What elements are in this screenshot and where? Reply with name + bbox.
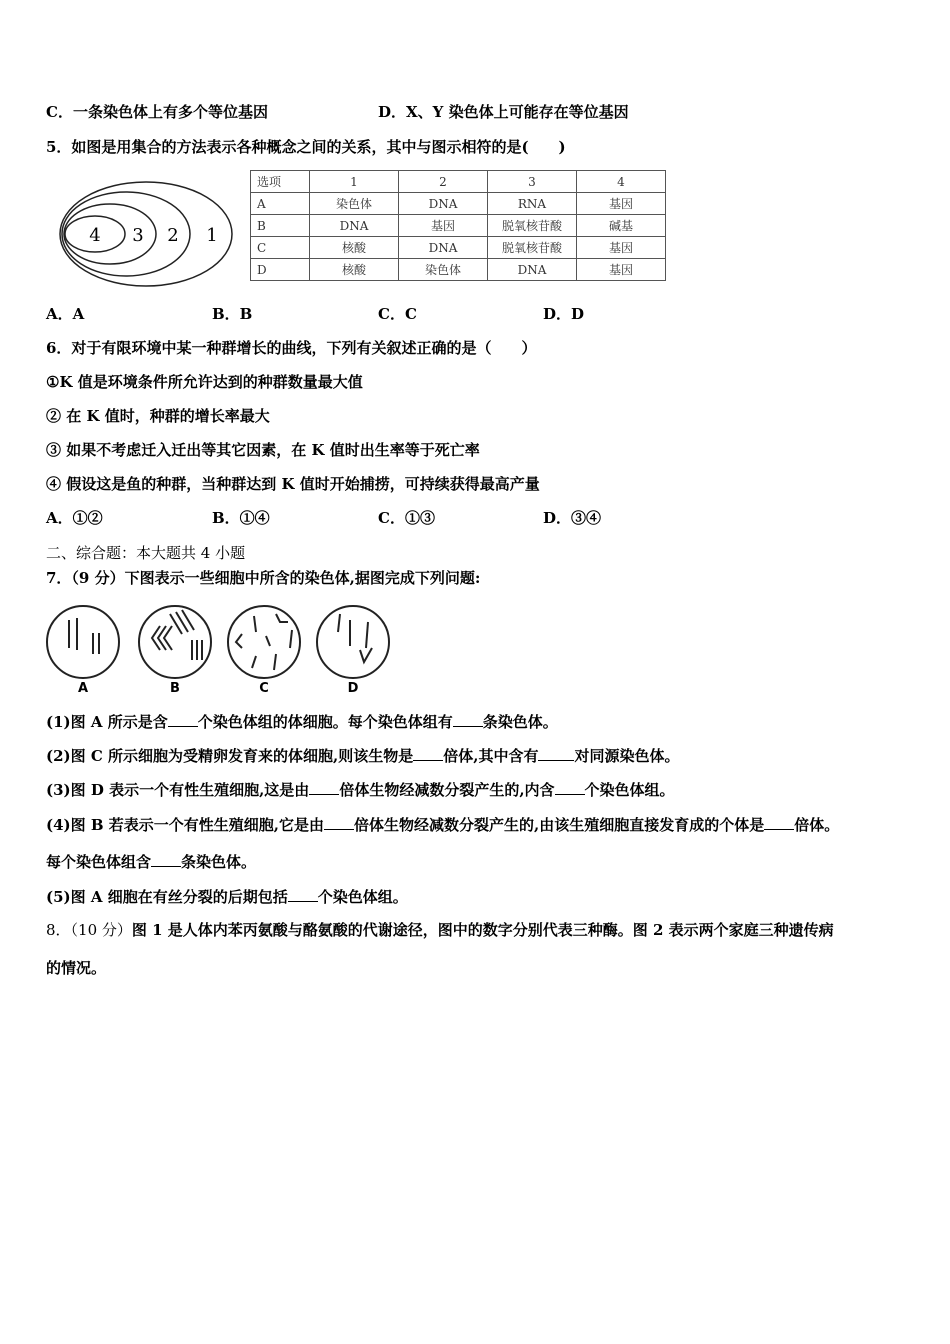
table-cell: D [251,259,310,281]
section-heading: 二、综合题：本大题共 4 小题 [46,544,246,562]
text-segment: (4)图 B 若表示一个有性生殖细胞,它是由 [46,816,324,834]
table-cell: 核酸 [310,237,399,259]
answer-blank[interactable] [309,779,339,795]
text-segment: 个染色体组的体细胞。每个染色体组有 [197,713,453,731]
table-cell: 选项 [251,171,310,193]
q7-part-4-cont [46,851,256,872]
answer-blank[interactable] [453,711,483,727]
venn-label-2: 2 [167,225,179,246]
table-cell: DNA [310,215,399,237]
q6-statement-1: ①K 值是环境条件所允许达到的种群数量最大值 [46,373,363,391]
table-cell: 脱氧核苷酸 [488,215,577,237]
table-row [251,193,666,215]
table-cell: 核酸 [310,259,399,281]
cell-label-c: C [259,681,269,696]
q6-option-d: D．③④ [543,509,602,527]
table-cell: 4 [577,171,666,193]
q8-stem-line-2: 的情况。 [46,959,107,977]
table-cell: A [251,193,310,215]
venn-label-3: 3 [132,225,144,246]
q7-part-3 [46,779,675,800]
answer-blank[interactable] [555,779,585,795]
table-cell: 基因 [577,259,666,281]
table-cell: 碱基 [577,215,666,237]
table-cell: 基因 [577,193,666,215]
text-segment: 倍体生物经减数分裂产生的,由该生殖细胞直接发育成的个体是 [353,816,765,834]
q7-cells-figure [42,600,402,696]
q6-statement-2: ② 在 K 值时，种群的增长率最大 [46,407,270,425]
cell-c [228,606,300,678]
q7-part-1 [46,711,558,732]
cell-label-d: D [347,681,359,696]
q5-stem: 5．如图是用集合的方法表示各种概念之间的关系，其中与图示相符的是( ) [46,138,566,156]
text-segment: 8．（10 分） [46,921,132,939]
answer-blank[interactable] [168,711,198,727]
text-segment: 个染色体组。 [584,781,675,799]
cell-label-b: B [170,681,180,696]
table-cell: 染色体 [310,193,399,215]
cell-d [317,606,389,678]
table-cell: DNA [399,193,488,215]
table-row [251,259,666,281]
table-cell: 3 [488,171,577,193]
q7-part-2 [46,745,680,766]
table-cell: DNA [399,237,488,259]
table-cell: 基因 [577,237,666,259]
text-segment: (1)图 A 所示是含 [46,713,168,731]
cell-a [47,606,119,678]
answer-blank[interactable] [538,745,574,761]
q6-stem: 6．对于有限环境中某一种群增长的曲线，下列有关叙述正确的是（ ） [46,339,537,357]
q5-option-a: A．A [46,305,85,323]
table-cell: DNA [488,259,577,281]
table-cell: RNA [488,193,577,215]
text-segment: 对同源染色体。 [574,747,680,765]
q6-option-b: B．①④ [212,509,270,527]
table-cell: 染色体 [399,259,488,281]
table-header-row [251,171,666,193]
text-segment: (3)图 D 表示一个有性生殖细胞,这是由 [46,781,310,799]
q4-option-d: D．X、Y 染色体上可能存在等位基因 [378,103,629,121]
q7-part-4 [46,814,839,835]
table-cell: 2 [399,171,488,193]
text-segment: 倍体。 [794,816,840,834]
text-segment: 条染色体。 [181,853,257,871]
table-cell: 1 [310,171,399,193]
table-cell: C [251,237,310,259]
answer-blank[interactable] [288,886,318,902]
q4-option-c: C．一条染色体上有多个等位基因 [46,103,268,121]
q6-statement-4: ④ 假设这是鱼的种群，当种群达到 K 值时开始捕捞，可持续获得最高产量 [46,475,540,493]
q8-stem-line-1 [46,920,834,940]
answer-blank[interactable] [764,814,794,830]
text-segment: 倍体,其中含有 [443,747,539,765]
text-segment: 每个染色体组含 [46,853,152,871]
table-cell: B [251,215,310,237]
q5-venn-diagram [58,178,238,290]
text-segment: 倍体生物经减数分裂产生的,内含 [339,781,555,799]
text-segment: (2)图 C 所示细胞为受精卵发育来的体细胞,则该生物是 [46,747,414,765]
venn-label-1: 1 [206,225,218,246]
text-segment: 个染色体组。 [317,888,408,906]
answer-blank[interactable] [324,814,354,830]
table-row [251,237,666,259]
cell-label-a: A [77,681,89,696]
cell-b [139,606,211,678]
q6-option-a: A．①② [46,509,103,527]
q7-stem: 7．（9 分）下图表示一些细胞中所含的染色体,据图完成下列问题: [46,569,481,587]
text-segment: 条染色体。 [482,713,558,731]
q6-statement-3: ③ 如果不考虑迁入迁出等其它因素，在 K 值时出生率等于死亡率 [46,441,480,459]
q5-option-c: C．C [378,305,417,323]
text-segment: (5)图 A 细胞在有丝分裂的后期包括 [46,888,288,906]
q5-options-table [250,170,666,281]
q5-option-d: D．D [543,305,585,323]
q7-part-5 [46,886,408,907]
q5-option-b: B．B [212,305,253,323]
q6-option-c: C．①③ [378,509,435,527]
answer-blank[interactable] [151,851,181,867]
venn-label-4: 4 [89,225,101,246]
table-row [251,215,666,237]
text-segment: 图 1 是人体内苯丙氨酸与酪氨酸的代谢途径，图中的数字分别代表三种酶。图 2 表示两个家庭三种遗传病 [131,921,834,939]
table-cell: 基因 [399,215,488,237]
answer-blank[interactable] [413,745,443,761]
table-cell: 脱氧核苷酸 [488,237,577,259]
